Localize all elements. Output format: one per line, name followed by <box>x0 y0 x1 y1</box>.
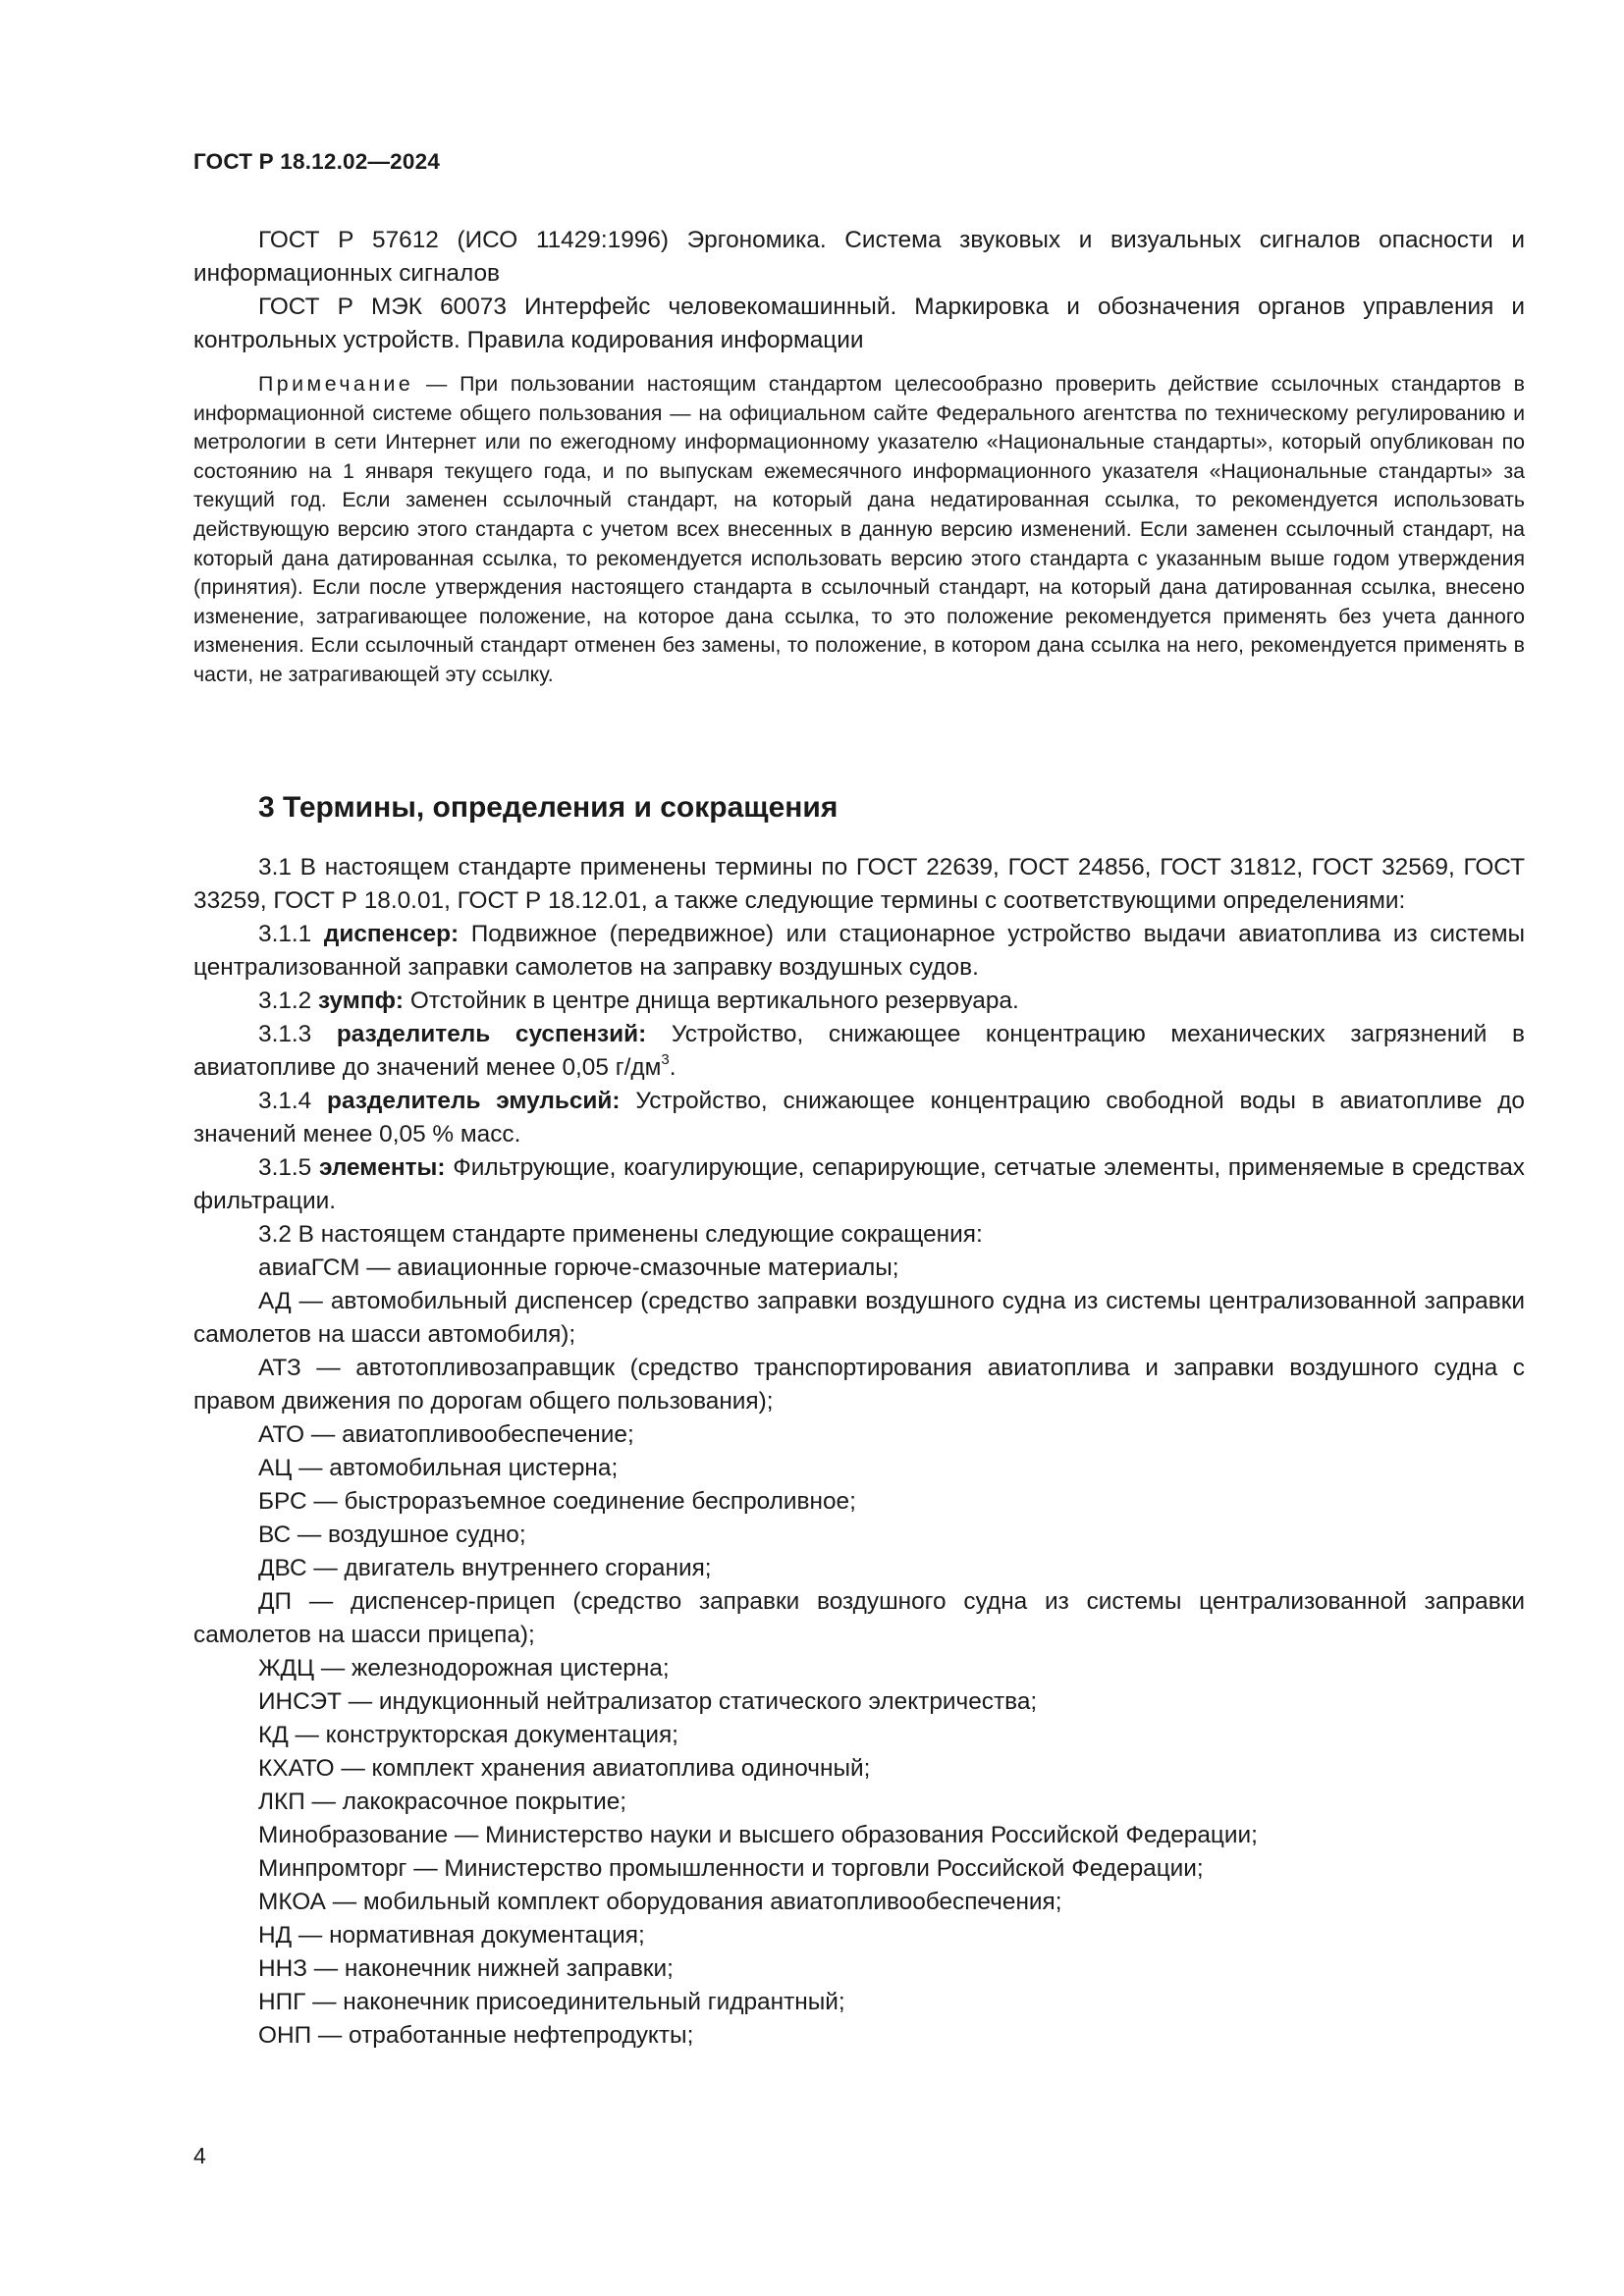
term-name: разделитель эмульсий: <box>327 1088 621 1114</box>
term-definition <box>193 1018 1525 1085</box>
page-number: 4 <box>193 2143 206 2168</box>
terms-block <box>193 851 1525 2053</box>
abbreviation-item: КД — конструкторская документация; <box>258 1722 678 1748</box>
note-label: Примечание <box>258 372 414 396</box>
document-header: ГОСТ Р 18.12.02—2024 <box>193 149 441 174</box>
term-name: разделитель суспензий: <box>336 1021 647 1047</box>
term-name: диспенсер: <box>323 921 460 947</box>
abbreviation-list <box>193 1252 1525 2053</box>
abbreviation-item: АТЗ — автотопливозаправщик (средство транспортирования авиатоплива и заправки воздушного судна с правом движения по дорогам общего пользования); <box>193 1355 1525 1415</box>
term-name: зумпф: <box>318 988 405 1014</box>
abbreviation-item: Минпромторг — Министерство промышленности и торговли Российской Федерации; <box>258 1855 1204 1882</box>
abbreviation-item: ОНП — отработанные нефтепродукты; <box>258 2022 694 2049</box>
section-heading: 3 Термины, определения и сокращения <box>258 791 839 824</box>
note-paragraph <box>193 370 1525 690</box>
abbreviation-item: НД — нормативная документация; <box>258 1922 645 1949</box>
abbreviation-item: АЦ — автомобильная цистерна; <box>258 1455 619 1481</box>
term-number: 3.1.3 <box>258 1021 312 1047</box>
unit-superscript: 3 <box>661 1050 670 1068</box>
term-definition <box>193 985 1525 1018</box>
term-number: 3.1.5 <box>258 1154 312 1181</box>
abbreviation-item: ЛКП — лакокрасочное покрытие; <box>258 1789 627 1815</box>
abbreviation-item: ВС — воздушное судно; <box>258 1522 526 1548</box>
abbreviation-item: АТО — авиатопливообеспечение; <box>258 1421 634 1448</box>
abbreviation-item: Минобразование — Министерство науки и высшего образования Российской Федерации; <box>258 1822 1258 1848</box>
term-end: . <box>669 1054 677 1081</box>
abbreviation-item: ДП — диспенсер-прицеп (средство заправки воздушного судна из системы централизованной заправки самолетов на шасси прицепа); <box>193 1588 1525 1648</box>
clause-3-1: 3.1 В настоящем стандарте применены термины по ГОСТ 22639, ГОСТ 24856, ГОСТ 31812, ГОСТ 32569, ГОСТ 33259, ГОСТ Р 18.0.01, ГОСТ Р 18.12.01, а также следующие термины с соответствующими определениями: <box>193 854 1525 914</box>
abbreviation-item: НПГ — наконечник присоединительный гидрантный; <box>258 1989 845 2015</box>
term-definition <box>193 1151 1525 1218</box>
term-text: Фильтрующие, коагулирующие, сепарирующие, сетчатые элементы, применяемые в средствах фильтрации. <box>193 1154 1525 1214</box>
term-text: Подвижное (передвижное) или стационарное устройство выдачи авиатоплива из системы централизованной заправки самолетов на заправку воздушных судов. <box>193 921 1526 981</box>
term-number: 3.1.1 <box>258 921 312 947</box>
note-text: — При пользовании настоящим стандартом целесообразно проверить действие ссылочных стандартов в информационной системе общего пользования — на официальном сайте Федерального агентства по техническому регулированию и метрологии в сети Интернет или по ежегодному информационному указателю «Национальные стандарты», который опубликован по состоянию на 1 января текущего года, и по выпускам ежемесячного информационного указателя «Национальные стандарты» за текущий год. Если заменен ссылочный стандарт, на который дана недатированная ссылка, то рекомендуется использовать действующую версию этого стандарта с учетом всех внесенных в данную версию изменений. Если заменен ссылочный стандарт, на который дана датированная ссылка, то рекомендуется использовать версию этого стандарта с указанным выше годом утверждения (принятия). Если после утверждения настоящего стандарта в ссылочный стандарт, на который дана датированная ссылка, внесено изменение, затрагивающее положение, на которое дана ссылка, то это положение рекомендуется применять без учета данного изменения. Если ссылочный стандарт отменен без замены, то положение, в котором дана ссылка на него, рекомендуется применять в части, не затрагивающей эту ссылку. <box>193 372 1525 686</box>
clause-3-2: 3.2 В настоящем стандарте применены следующие сокращения: <box>258 1221 983 1248</box>
abbreviation-item: ЖДЦ — железнодорожная цистерна; <box>258 1655 670 1682</box>
term-definition <box>193 1085 1525 1151</box>
abbreviation-item: ДВС — двигатель внутреннего сгорания; <box>258 1555 712 1581</box>
reference-item: ГОСТ Р МЭК 60073 Интерфейс человекомашинный. Маркировка и обозначения органов управления и контрольных устройств. Правила кодирования информации <box>193 294 1525 353</box>
term-number: 3.1.4 <box>258 1088 312 1114</box>
abbreviation-item: КХАТО — комплект хранения авиатоплива одиночный; <box>258 1755 871 1782</box>
normative-references <box>193 224 1525 357</box>
reference-item: ГОСТ Р 57612 (ИСО 11429:1996) Эргономика. Система звуковых и визуальных сигналов опасности и информационных сигналов <box>193 227 1525 287</box>
abbreviation-item: АД — автомобильный диспенсер (средство заправки воздушного судна из системы централизованной заправки самолетов на шасси автомобиля); <box>193 1288 1525 1348</box>
term-text: Устройство, снижающее концентрацию свободной воды в авиатопливе до значений менее 0,05 % масс. <box>193 1088 1526 1148</box>
abbreviation-item: ИНСЭТ — индукционный нейтрализатор статического электричества; <box>258 1688 1038 1715</box>
term-name: элементы: <box>318 1154 446 1181</box>
abbreviation-item: авиаГСМ — авиационные горюче-смазочные материалы; <box>258 1255 899 1281</box>
term-number: 3.1.2 <box>258 988 312 1014</box>
abbreviation-item: ННЗ — наконечник нижней заправки; <box>258 1955 674 1982</box>
abbreviation-item: БРС — быстроразъемное соединение беспроливное; <box>258 1488 856 1515</box>
term-definition <box>193 918 1525 985</box>
term-text: Отстойник в центре днища вертикального резервуара. <box>409 988 1019 1014</box>
abbreviation-item: МКОА — мобильный комплект оборудования авиатопливообеспечения; <box>258 1889 1062 1915</box>
term-text: Устройство, снижающее концентрацию механических загрязнений в авиатопливе до значений менее 0,05 г/дм <box>193 1021 1526 1081</box>
